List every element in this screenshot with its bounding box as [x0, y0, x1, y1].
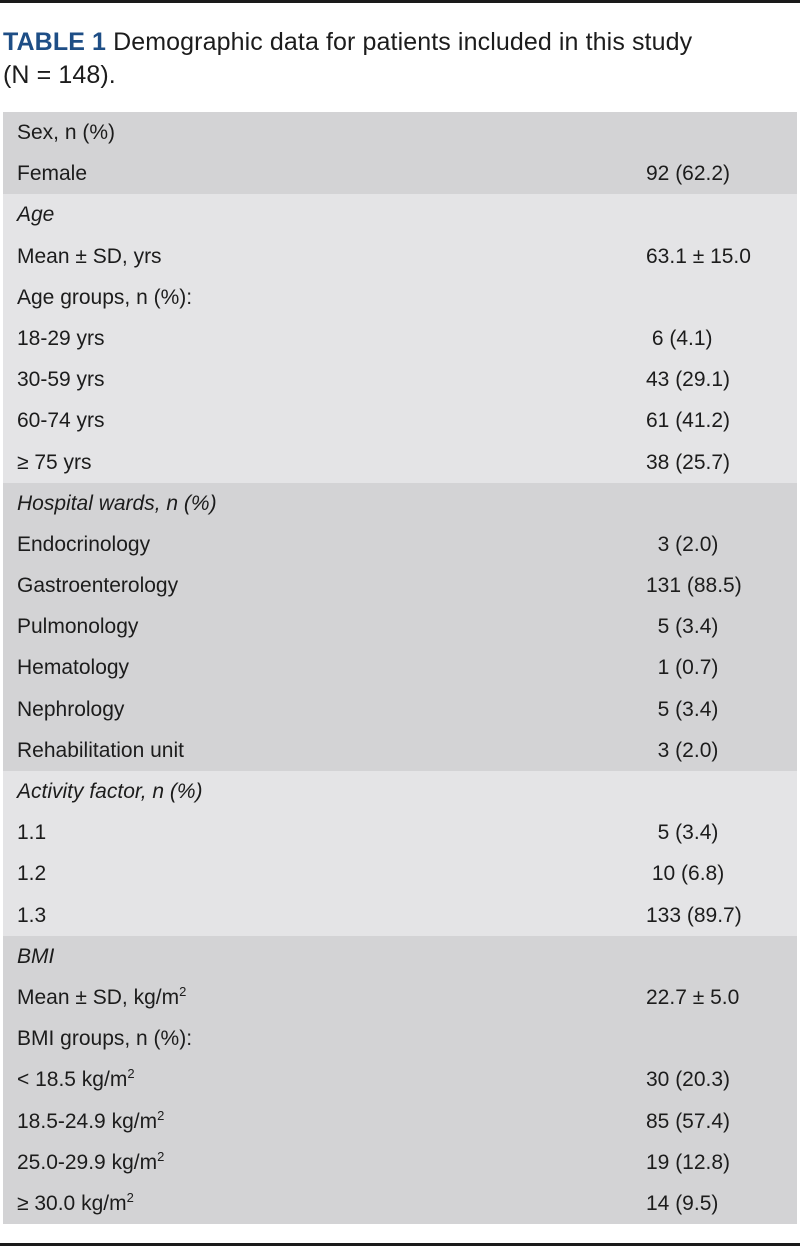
row-label-text: ≥ 75 yrs	[17, 450, 92, 474]
row-label	[17, 1189, 134, 1216]
row-label-text: Nephrology	[17, 697, 125, 721]
row-label-text: Hematology	[17, 656, 130, 680]
row-value: 3 (2.0)	[646, 738, 719, 762]
row-label	[17, 983, 187, 1010]
table-row	[3, 689, 797, 730]
row-label	[17, 1068, 135, 1092]
row-label	[17, 368, 105, 392]
row-label	[17, 121, 115, 145]
table-section	[3, 483, 797, 771]
table-row	[3, 194, 797, 235]
row-label-text: Hospital wards, n (%)	[17, 491, 217, 515]
row-label	[17, 904, 46, 928]
section-heading	[17, 492, 217, 516]
row-label-text: 18-29 yrs	[17, 326, 105, 350]
row-value: 10 (6.8)	[646, 862, 725, 886]
row-value: 43 (29.1)	[646, 368, 731, 392]
section-heading	[17, 203, 54, 227]
table-row	[3, 524, 797, 565]
row-label-text: Rehabilitation unit	[17, 738, 184, 762]
row-label	[17, 409, 105, 433]
row-value: 19 (12.8)	[646, 1150, 731, 1174]
row-label	[17, 533, 150, 557]
row-label	[17, 327, 105, 351]
unit-superscript: 2	[126, 1189, 134, 1205]
section-heading	[17, 945, 54, 969]
row-value: 22.7 ± 5.0	[646, 985, 740, 1009]
row-label-text: Pulmonology	[17, 615, 139, 639]
table-row	[3, 977, 797, 1018]
row-label-text: < 18.5 kg/m	[17, 1068, 128, 1092]
table-row	[3, 1059, 797, 1100]
row-label-text: 60-74 yrs	[17, 409, 105, 433]
row-label-text: Endocrinology	[17, 532, 151, 556]
row-label	[17, 574, 178, 598]
row-label-text: Female	[17, 162, 88, 186]
row-value: 92 (62.2)	[646, 162, 731, 186]
table-row	[3, 853, 797, 894]
table-row	[3, 277, 797, 318]
table-caption	[3, 26, 793, 92]
caption-text-line2: (N = 148).	[3, 61, 116, 89]
row-label-text: Mean ± SD, yrs	[17, 244, 162, 268]
table-section	[3, 194, 797, 482]
table-row	[3, 647, 797, 688]
table-row	[3, 895, 797, 936]
row-label-text: 25.0-29.9 kg/m	[17, 1150, 158, 1174]
row-label-text: ≥ 30.0 kg/m	[17, 1191, 127, 1215]
unit-superscript: 2	[179, 983, 187, 999]
row-label	[17, 162, 87, 186]
table-row	[3, 730, 797, 771]
table-row	[3, 1101, 797, 1142]
demographic-table	[3, 112, 797, 1224]
table-label: TABLE 1	[3, 28, 107, 56]
table-section	[3, 112, 797, 194]
row-label	[17, 862, 46, 886]
row-label-text: Gastroenterology	[17, 574, 179, 598]
table-row	[3, 153, 797, 194]
bottom-rule	[0, 1243, 800, 1246]
unit-superscript: 2	[157, 1107, 165, 1123]
row-value: 5 (3.4)	[646, 615, 719, 639]
table-row	[3, 112, 797, 153]
row-value: 3 (2.0)	[646, 532, 719, 556]
table-row	[3, 565, 797, 606]
row-label	[17, 286, 192, 310]
row-label	[17, 821, 46, 845]
row-label-text: 1.2	[17, 862, 47, 886]
row-label-text: 1.3	[17, 903, 47, 927]
table-row	[3, 1183, 797, 1224]
row-label	[17, 451, 92, 475]
table-row	[3, 936, 797, 977]
unit-superscript: 2	[157, 1148, 165, 1164]
table-row	[3, 483, 797, 524]
row-label	[17, 1107, 165, 1134]
row-label-text: BMI groups, n (%):	[17, 1027, 193, 1051]
row-label-text: Age groups, n (%):	[17, 285, 193, 309]
row-label	[17, 739, 184, 763]
row-value: 133 (89.7)	[646, 903, 742, 927]
unit-superscript: 2	[127, 1066, 135, 1082]
row-value: 5 (3.4)	[646, 821, 719, 845]
row-value: 85 (57.4)	[646, 1109, 731, 1133]
section-heading	[17, 780, 203, 804]
row-label	[17, 656, 129, 680]
table-row	[3, 1018, 797, 1059]
table-section	[3, 936, 797, 1224]
table-row	[3, 400, 797, 441]
row-label-text: 18.5-24.9 kg/m	[17, 1109, 158, 1133]
row-label	[17, 245, 162, 269]
table-section	[3, 771, 797, 936]
row-label-text: Sex, n (%)	[17, 121, 116, 144]
row-label-text: BMI	[17, 944, 55, 968]
table-row	[3, 359, 797, 400]
row-value: 63.1 ± 15.0	[646, 244, 751, 268]
row-value: 131 (88.5)	[646, 574, 742, 598]
row-label-text: Mean ± SD, kg/m	[17, 985, 180, 1009]
row-value: 14 (9.5)	[646, 1191, 719, 1215]
table-row	[3, 771, 797, 812]
row-value: 6 (4.1)	[646, 326, 713, 350]
row-label	[17, 1148, 165, 1175]
row-label-text: 1.1	[17, 821, 47, 845]
table-row	[3, 236, 797, 277]
table-row	[3, 1142, 797, 1183]
row-label	[17, 615, 138, 639]
table-row	[3, 318, 797, 359]
row-label-text: Activity factor, n (%)	[17, 780, 203, 803]
caption-text-line1: Demographic data for patients included in this study	[106, 28, 693, 56]
table-row	[3, 606, 797, 647]
row-value: 5 (3.4)	[646, 697, 719, 721]
row-value: 61 (41.2)	[646, 409, 731, 433]
row-value: 30 (20.3)	[646, 1068, 731, 1092]
row-label-text: Age	[17, 203, 55, 227]
row-label	[17, 698, 124, 722]
table-row	[3, 442, 797, 483]
row-value: 1 (0.7)	[646, 656, 719, 680]
row-label-text: 30-59 yrs	[17, 368, 105, 392]
top-rule	[0, 0, 800, 3]
row-value: 38 (25.7)	[646, 450, 731, 474]
row-label	[17, 1027, 192, 1051]
table-row	[3, 812, 797, 853]
